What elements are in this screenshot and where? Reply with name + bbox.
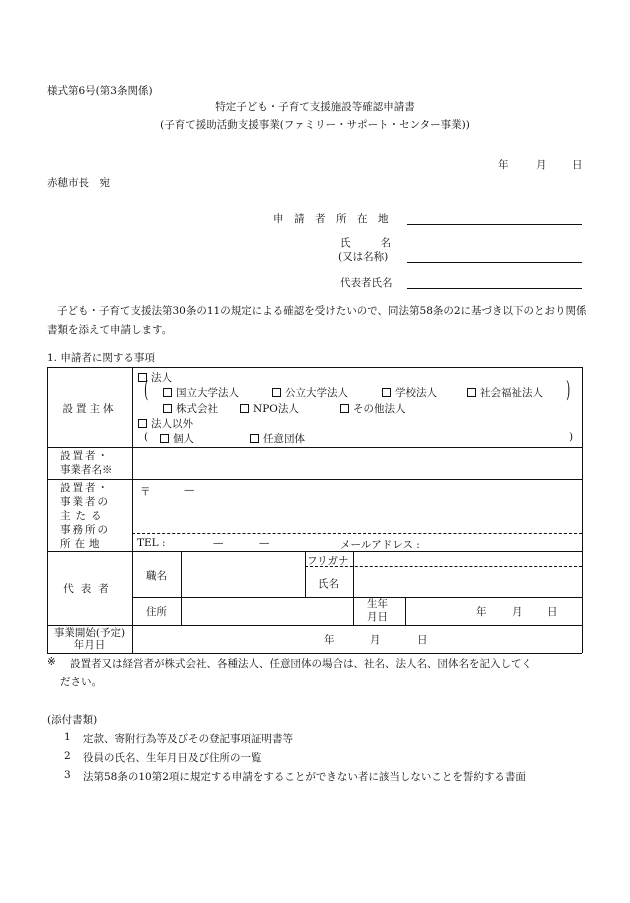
- job-title-field[interactable]: [183, 553, 303, 595]
- birth-day-label: 日: [547, 606, 558, 618]
- establishing-entity-label: 設置主体: [62, 403, 117, 415]
- start-date-label-1: 事業開始(予定): [53, 627, 126, 639]
- date-day-label: 日: [572, 159, 583, 171]
- national-univ-checkbox[interactable]: [163, 388, 172, 397]
- tel-dash-2: —: [259, 537, 270, 549]
- note-line-1: 設置者又は経営者が株式会社、各種法人、任意団体の場合は、社名、法人名、団体名を記入してく: [70, 658, 532, 670]
- form-number: 様式第6号(第3条関係): [47, 85, 153, 97]
- birth-month-label: 月: [512, 606, 523, 618]
- office-address-label-2: 事業者の: [60, 496, 110, 508]
- applicant-name-note: (又は名称): [338, 251, 389, 263]
- applicant-name-label: 氏名: [340, 237, 421, 249]
- social-welfare-label: 社会福祉法人: [480, 387, 543, 399]
- npo-checkbox[interactable]: [240, 404, 249, 413]
- establisher-name-label-2: 事業者名※: [60, 464, 113, 476]
- individual-checkbox[interactable]: [160, 434, 169, 443]
- representative-name-label: 代表者氏名: [340, 277, 393, 289]
- date-month-label: 月: [536, 159, 547, 171]
- office-address-label-5: 所在地: [60, 538, 104, 550]
- attachment-3-number: 3: [64, 769, 71, 781]
- attachment-2-text: 役員の氏名、生年月日及び住所の一覧: [83, 752, 262, 764]
- bracket-open-2: (: [144, 431, 149, 443]
- furigana-label: フリガナ: [307, 555, 349, 567]
- other-corp-label: その他法人: [353, 403, 406, 415]
- birth-year-label: 年: [476, 606, 487, 618]
- national-univ-label: 国立大学法人: [176, 387, 239, 399]
- postal-mark: 〒: [140, 486, 151, 498]
- social-welfare-option[interactable]: [467, 385, 543, 400]
- rep-name-field[interactable]: [355, 553, 580, 595]
- individual-option[interactable]: [160, 431, 194, 446]
- corporation-label: 法人: [151, 372, 172, 384]
- establisher-name-field[interactable]: [134, 449, 580, 477]
- office-address-label-4: 事務所の: [60, 524, 110, 536]
- establisher-name-label-1: 設置者・: [60, 450, 110, 462]
- representative-name-field[interactable]: [407, 288, 582, 289]
- office-address-field[interactable]: [134, 481, 580, 531]
- npo-label: NPO法人: [253, 403, 299, 415]
- other-corp-option[interactable]: [340, 401, 406, 416]
- applicant-address-field[interactable]: [407, 224, 582, 225]
- job-title-label: 職名: [146, 570, 167, 582]
- stock-company-checkbox[interactable]: [163, 404, 172, 413]
- note-mark: ※: [47, 656, 56, 668]
- bracket-close-2: ): [569, 431, 574, 443]
- addressee: 赤穂市長 宛: [47, 177, 110, 189]
- representative-label: 代表者: [63, 583, 116, 595]
- rep-name-label: 氏名: [318, 578, 339, 590]
- postal-dash: —: [184, 484, 195, 496]
- form-title: 特定子ども・子育て支援施設等確認申請書: [215, 101, 415, 113]
- public-univ-option[interactable]: [272, 385, 348, 400]
- start-day-label: 日: [417, 634, 428, 646]
- non-corporation-label: 法人以外: [151, 418, 193, 430]
- attachment-1-number: 1: [64, 731, 71, 743]
- attachment-2-number: 2: [64, 750, 71, 762]
- tel-dash-1: —: [213, 537, 224, 549]
- bracket-close-1: ): [566, 378, 571, 403]
- public-univ-label: 公立大学法人: [285, 387, 348, 399]
- attachments-heading: (添付書類): [47, 714, 98, 726]
- attachment-1-text: 定款、寄附行為等及びその登記事項証明書等: [83, 733, 293, 745]
- stock-company-option[interactable]: [163, 401, 218, 416]
- npo-option[interactable]: [240, 401, 299, 416]
- individual-label: 個人: [173, 433, 194, 445]
- start-month-label: 月: [370, 634, 381, 646]
- birthdate-label-1: 生年: [367, 598, 388, 610]
- email-label: メールアドレス :: [340, 539, 420, 551]
- social-welfare-checkbox[interactable]: [467, 388, 476, 397]
- birthdate-label-2: 月日: [367, 611, 388, 623]
- school-corp-option[interactable]: [382, 385, 437, 400]
- rep-address-field[interactable]: [183, 599, 351, 623]
- applicant-address-label: 申請者所在地: [273, 213, 399, 225]
- voluntary-group-checkbox[interactable]: [250, 434, 259, 443]
- start-date-label-2: 年月日: [73, 639, 106, 651]
- attachment-3-text: 法第58条の10第2項に規定する申請をすることができない者に該当しないことを誓約する書面: [83, 771, 526, 783]
- bracket-open-1: (: [144, 378, 149, 403]
- school-corp-checkbox[interactable]: [382, 388, 391, 397]
- voluntary-group-label: 任意団体: [263, 433, 305, 445]
- office-address-label-3: 主たる: [60, 510, 107, 522]
- stock-company-label: 株式会社: [176, 403, 218, 415]
- office-address-label-1: 設置者・: [60, 482, 110, 494]
- application-statement: 子ども・子育て支援法第30条の11の規定による確認を受けたいので、同法第58条の2に基づき以下のとおり関係書類を添えて申請します。: [47, 305, 587, 336]
- voluntary-group-option[interactable]: [250, 431, 305, 446]
- tel-label: TEL :: [137, 537, 166, 549]
- non-corporation-option[interactable]: [138, 416, 193, 431]
- non-corporation-checkbox[interactable]: [138, 419, 147, 428]
- start-year-label: 年: [324, 634, 335, 646]
- note-line-2: ださい。: [60, 676, 102, 688]
- form-subtitle: (子育て援助活動支援事業(ファミリー・サポート・センター事業)): [160, 119, 470, 131]
- public-univ-checkbox[interactable]: [272, 388, 281, 397]
- national-univ-option[interactable]: [163, 385, 239, 400]
- date-year-label: 年: [498, 159, 509, 171]
- applicant-name-field[interactable]: [407, 262, 582, 263]
- section-heading: 1. 申請者に関する事項: [47, 352, 155, 364]
- rep-address-label: 住所: [146, 606, 167, 618]
- school-corp-label: 学校法人: [395, 387, 437, 399]
- other-corp-checkbox[interactable]: [340, 404, 349, 413]
